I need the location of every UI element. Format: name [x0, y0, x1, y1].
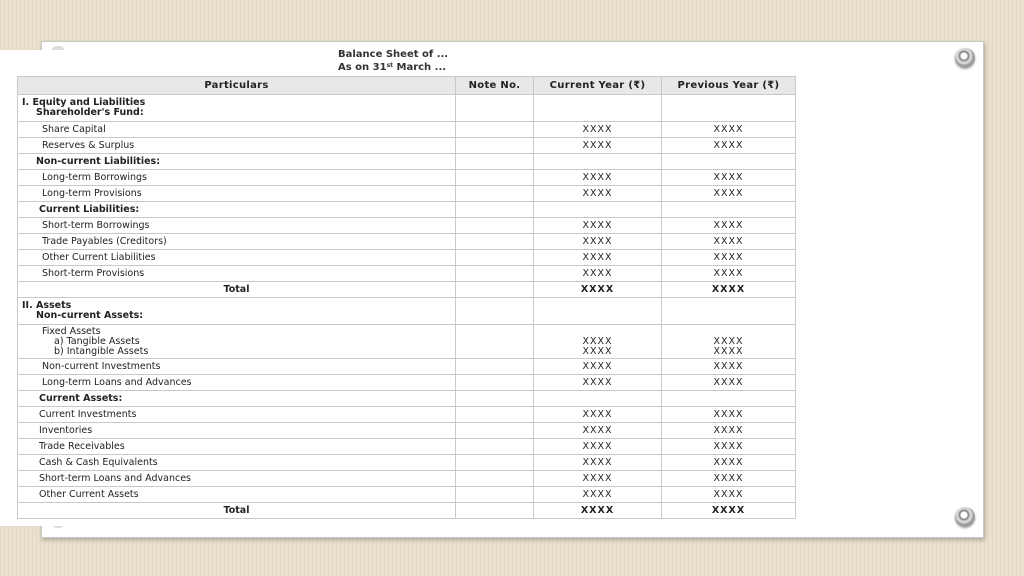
document-title	[338, 49, 448, 73]
previous-value: XXXX	[662, 439, 796, 455]
previous-value: XXXX	[662, 359, 796, 375]
row-label: Reserves & Surplus	[18, 138, 456, 154]
current-value: XXXX	[534, 407, 662, 423]
row-label: a) Tangible Assets	[54, 335, 140, 347]
table-row	[18, 266, 796, 282]
previous-value: XXXX	[662, 471, 796, 487]
header-previous-year: Previous Year (₹)	[662, 77, 796, 95]
current-total: XXXX	[534, 282, 662, 298]
current-value: XXXX	[534, 218, 662, 234]
row-label: Trade Payables (Creditors)	[18, 234, 456, 250]
table-row	[18, 391, 796, 407]
group-heading: Current Liabilities:	[18, 202, 456, 218]
current-value: XXXX	[534, 234, 662, 250]
current-value: XXXX	[534, 439, 662, 455]
table-row	[18, 455, 796, 471]
current-value: XXXX	[534, 170, 662, 186]
current-value: XXXX	[582, 335, 613, 347]
current-value: XXXX	[534, 186, 662, 202]
previous-value: XXXX	[662, 234, 796, 250]
table-row	[18, 375, 796, 391]
row-label: b) Intangible Assets	[54, 345, 149, 357]
current-value: XXXX	[534, 359, 662, 375]
previous-value: XXXX	[662, 186, 796, 202]
previous-total: XXXX	[662, 282, 796, 298]
title-date-suffix: st	[386, 62, 394, 69]
table-row	[18, 218, 796, 234]
row-label: Fixed Assets	[42, 325, 101, 337]
table-row	[18, 439, 796, 455]
table-row	[18, 298, 796, 325]
current-value: XXXX	[534, 423, 662, 439]
previous-value: XXXX	[662, 170, 796, 186]
row-label: Other Current Liabilities	[18, 250, 456, 266]
section-heading: II. Assets	[22, 300, 72, 311]
previous-value: XXXX	[662, 122, 796, 138]
previous-value: XXXX	[662, 407, 796, 423]
table-row	[18, 122, 796, 138]
previous-value: XXXX	[662, 138, 796, 154]
table-row	[18, 407, 796, 423]
title-line-2	[338, 60, 448, 73]
header-note-no: Note No.	[456, 77, 534, 95]
balance-sheet-table	[17, 76, 796, 519]
table-row	[18, 154, 796, 170]
pin-icon	[955, 48, 975, 68]
title-date-prefix: As on 31	[338, 62, 387, 73]
current-value: XXXX	[534, 471, 662, 487]
current-value: XXXX	[534, 138, 662, 154]
pin-icon	[955, 507, 975, 527]
row-label: Inventories	[18, 423, 456, 439]
current-value: XXXX	[534, 250, 662, 266]
table-row	[18, 487, 796, 503]
table-row	[18, 170, 796, 186]
row-label: Long-term Loans and Advances	[18, 375, 456, 391]
title-date-rest: March ...	[393, 62, 447, 73]
current-value: XXXX	[534, 375, 662, 391]
table-row	[18, 250, 796, 266]
table-row	[18, 138, 796, 154]
current-value: XXXX	[534, 122, 662, 138]
header-current-year: Current Year (₹)	[534, 77, 662, 95]
table-row	[18, 186, 796, 202]
current-total: XXXX	[534, 503, 662, 519]
total-row	[18, 282, 796, 298]
row-label: Long-term Borrowings	[18, 170, 456, 186]
previous-value: XXXX	[662, 266, 796, 282]
previous-value: XXXX	[662, 375, 796, 391]
table-row	[18, 359, 796, 375]
previous-value: XXXX	[662, 455, 796, 471]
row-label: Other Current Assets	[18, 487, 456, 503]
table-row	[18, 423, 796, 439]
title-line-1: Balance Sheet of ...	[338, 49, 449, 60]
row-label: Short-term Borrowings	[18, 218, 456, 234]
table-row	[18, 234, 796, 250]
row-label: Trade Receivables	[18, 439, 456, 455]
row-label: Short-term Loans and Advances	[18, 471, 456, 487]
current-value: XXXX	[534, 266, 662, 282]
current-value: XXXX	[534, 455, 662, 471]
section-heading: I. Equity and Liabilities	[22, 97, 146, 108]
group-heading: Non-current Assets:	[36, 310, 144, 321]
table-row	[18, 471, 796, 487]
row-label: Long-term Provisions	[18, 186, 456, 202]
group-heading: Current Assets:	[18, 391, 456, 407]
group-heading: Non-current Liabilities:	[18, 154, 456, 170]
header-particulars: Particulars	[18, 77, 456, 95]
previous-value: XXXX	[662, 487, 796, 503]
previous-value: XXXX	[662, 423, 796, 439]
previous-value: XXXX	[662, 250, 796, 266]
table-row	[18, 95, 796, 122]
row-label: Cash & Cash Equivalents	[18, 455, 456, 471]
row-label: Non-current Investments	[18, 359, 456, 375]
table-row	[18, 325, 796, 359]
total-row	[18, 503, 796, 519]
total-label: Total	[18, 282, 456, 298]
current-value: XXXX	[534, 487, 662, 503]
previous-total: XXXX	[662, 503, 796, 519]
row-label: Current Investments	[18, 407, 456, 423]
row-label: Share Capital	[18, 122, 456, 138]
previous-value: XXXX	[713, 335, 744, 347]
current-value: XXXX	[582, 345, 613, 357]
table-row	[18, 202, 796, 218]
previous-value: XXXX	[713, 345, 744, 357]
row-label: Short-term Provisions	[18, 266, 456, 282]
previous-value: XXXX	[662, 218, 796, 234]
total-label: Total	[18, 503, 456, 519]
table-header-row	[18, 77, 796, 95]
group-heading: Shareholder's Fund:	[36, 107, 144, 118]
